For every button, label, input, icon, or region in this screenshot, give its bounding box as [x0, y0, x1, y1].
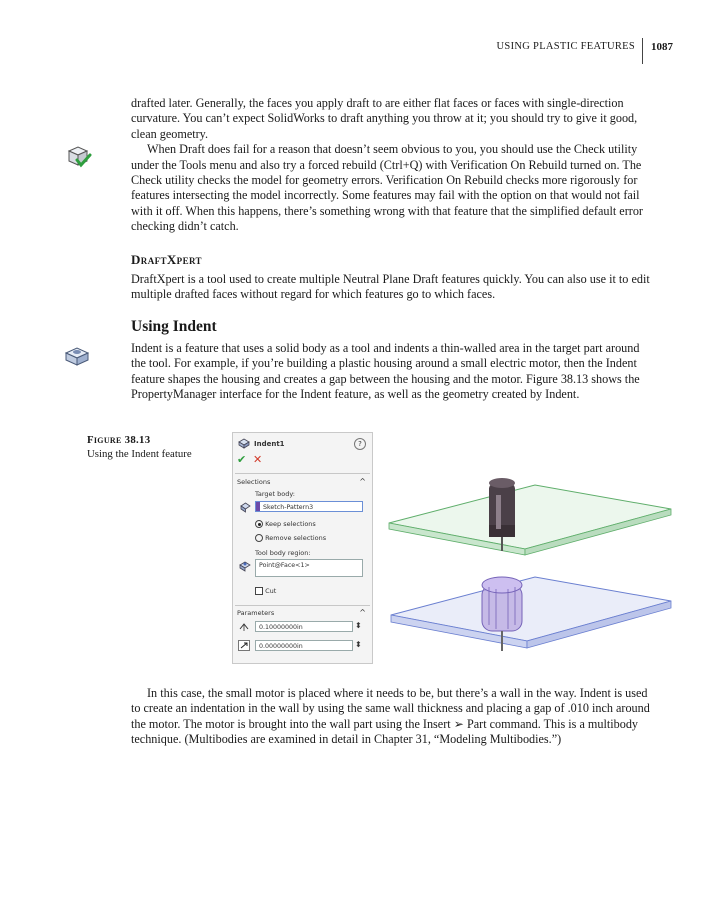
pm-ok-button[interactable]: ✔ [237, 453, 247, 466]
figure-caption-text: Using the Indent feature [87, 448, 192, 460]
pm-tool-body-label: Tool body region: [255, 549, 311, 557]
tip-check-icon [66, 143, 92, 169]
pm-feature-icon [238, 438, 250, 451]
paragraph-draftxpert: DraftXpert is a tool used to create multiple Neutral Plane Draft features quickly. You can also use it to edit multiple drafted faces without regard for which features go to which faces. [131, 272, 650, 302]
paragraph-closing: In this case, the small motor is placed where it needs to be, but there’s a wall in the way. Indent is used to create an indentation in the wall by using the same wall thickness and placing a gap of .010 inch around the motor. The motor is brought into the wall part using the Insert ➢ Part command. This is a multibody technique. (Multibodies are examined in detail in Chapter 31, “Modeling Multibodies.”) [131, 686, 650, 747]
pm-divider [235, 473, 370, 474]
indent-body [131, 341, 655, 403]
wall-plate-bottom [391, 577, 671, 648]
figure-label: Figure 38.13 [87, 434, 151, 446]
thickness-spinner[interactable]: ⬍ [355, 621, 362, 630]
paragraph-indent: Indent is a feature that uses a solid body as a tool and indents a thin-walled area in the target part around the tool. For example, if you’re building a plastic housing around a small electric motor, then the Indent feature shapes the housing and creates a gap between the housing and the motor. Figure 38.13 shows the PropertyManager interface for the Indent feature, as well as the geometry created by Indent. [131, 341, 640, 402]
keep-selections-label: Keep selections [265, 520, 316, 528]
header-section-title: USING PLASTIC FEATURES [497, 38, 643, 64]
remove-selections-radio[interactable] [255, 534, 326, 542]
body-text-top [131, 96, 655, 235]
draftxpert-heading: DraftXpert [131, 252, 202, 267]
target-body-icon [240, 502, 251, 515]
paragraph-draft-fail: When Draft does fail for a reason that doesn’t seem obvious to you, you should use the Check utility under the Tools menu and also try a forced rebuild (Ctrl+Q) with Verification On Rebuild turned on. The Check utility checks the model for geometry errors. Verification On Rebuild checks more rigorously for features intersecting the model incorrectly. Some features may fail with the option on that would not fail with it off. When this happens, there’s something wrong with that feature that the simplified default error checking didn’t catch. [131, 142, 643, 234]
indent-feature-icon [64, 343, 90, 369]
figure-caption [87, 433, 192, 461]
indent-property-manager [232, 432, 373, 664]
clearance-icon [238, 640, 250, 653]
tool-body-field[interactable]: Point@Face<1> [255, 559, 363, 577]
target-body-field[interactable] [255, 501, 363, 512]
selection-color-swatch [256, 502, 260, 511]
pm-selections-collapse-icon[interactable]: ^ [359, 477, 366, 486]
tool-body-icon [239, 560, 251, 574]
indent-geometry-viewport [385, 465, 675, 665]
cut-label: Cut [265, 587, 277, 595]
clearance-field[interactable]: 0.00000000in [255, 640, 353, 651]
target-body-value: Sketch-Pattern3 [263, 504, 314, 511]
draftxpert-body [131, 272, 655, 303]
running-header [497, 38, 673, 64]
body-text-bottom [131, 686, 655, 748]
paragraph-draft-geometry: drafted later. Generally, the faces you apply draft to are either flat faces or faces with single-direction curvature. You can’t expect SolidWorks to draft anything you throw at it; you should try to give it good, clean geometry. [131, 96, 638, 141]
thickness-icon [238, 621, 250, 634]
pm-target-body-label: Target body: [255, 490, 295, 498]
clearance-spinner[interactable]: ⬍ [355, 640, 362, 649]
pm-title: Indent1 [254, 440, 285, 448]
pm-parameters-collapse-icon[interactable]: ^ [359, 608, 366, 617]
remove-selections-label: Remove selections [265, 534, 327, 542]
keep-selections-radio[interactable] [255, 520, 316, 528]
pm-parameters-header[interactable]: Parameters [237, 609, 275, 617]
pm-divider-2 [235, 605, 370, 606]
pm-cancel-button[interactable]: ✕ [253, 453, 263, 466]
indent-heading: Using Indent [131, 318, 217, 335]
pm-selections-header[interactable]: Selections [237, 478, 271, 486]
viewport-svg [385, 465, 675, 665]
pm-help-button[interactable]: ? [354, 438, 366, 450]
cut-checkbox[interactable] [255, 587, 276, 595]
page-number: 1087 [651, 41, 673, 53]
wall-plate-top [389, 485, 671, 555]
thickness-field[interactable]: 0.10000000in [255, 621, 353, 632]
